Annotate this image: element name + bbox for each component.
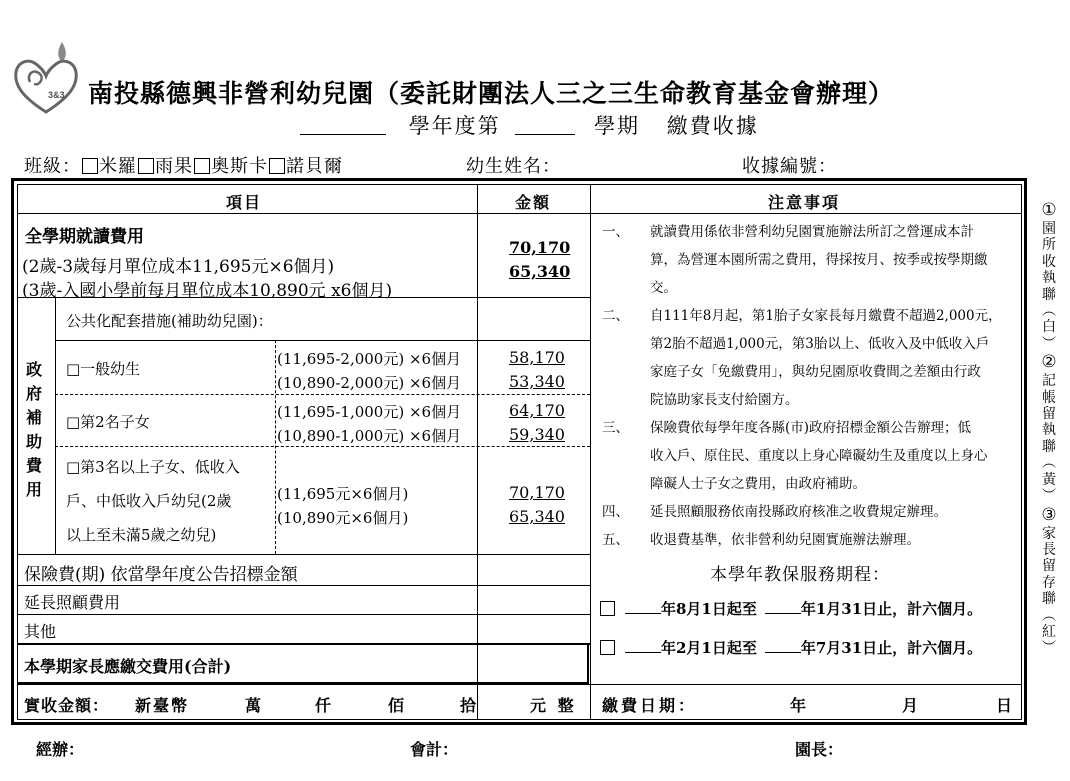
- currency-label: 新臺幣: [135, 696, 190, 715]
- period-1: 年8月1日起至 年1月31日止，計六個月。: [600, 598, 982, 619]
- subsidy-general-formula1: (11,695-2,000元) ×6個月: [277, 350, 462, 368]
- receipt-subtitle: [300, 110, 759, 140]
- pay-date-label: 繳費日期：: [602, 696, 698, 715]
- accounting-signature-label: 會計：: [410, 740, 459, 759]
- subsidy-second-child-formula2: (10,890-1,000元) ×6個月: [277, 427, 462, 445]
- subsidy-general-amount2: 53,340: [509, 372, 565, 391]
- insurance-row-label: 保險費(期) 依當學年度公告招標金額: [24, 565, 298, 585]
- class-option-3: 奧斯卡: [211, 156, 268, 177]
- class-selector: [24, 152, 343, 178]
- director-signature-label: 園長：: [795, 740, 844, 759]
- period-2: 年2月1日起至 年7月31日止，計六個月。: [600, 637, 982, 658]
- full-term-line2: (3歲-入國小學前每月單位成本10,890元 x6個月): [22, 281, 393, 301]
- period-1-year-start[interactable]: [625, 598, 661, 614]
- period-1-checkbox[interactable]: [600, 601, 615, 616]
- subsidy-third-child-label-3: 以上至未滿5歲之幼兒): [66, 526, 217, 544]
- subsidy-second-child-formula1: (11,695-1,000元) ×6個月: [277, 403, 462, 421]
- unit-yuan: 元 整: [530, 696, 574, 715]
- unit-bai: 佰: [388, 696, 405, 715]
- subsidy-general-amount1: 58,170: [509, 348, 565, 367]
- pay-date-day: 日: [996, 696, 1013, 715]
- unit-wan: 萬: [245, 696, 262, 715]
- full-term-line1: (2歲-3歲每月單位成本11,695元×6個月): [22, 257, 335, 277]
- notes-header: 注意事項: [768, 193, 841, 212]
- org-logo: [10, 38, 82, 118]
- student-name-label: 幼生姓名：: [466, 156, 561, 177]
- class-option-2: 雨果: [155, 156, 193, 177]
- subsidy-general-label[interactable]: □一般幼生: [66, 360, 141, 378]
- semester-blank[interactable]: [515, 113, 575, 135]
- copy-labels: ① 園 所 收 執 聯 ︵ 白 ︶ ② 記 帳 留 執 聯 ︵ 黃 ︶ ③ 家 長 留 存 聯 ︵ 紅 ︶: [1041, 200, 1057, 657]
- logo-text: 3&3: [48, 90, 65, 100]
- subsidy-third-child-label-1[interactable]: □第3名以上子女、低收入: [66, 458, 240, 476]
- full-term-amount2: 65,340: [509, 262, 571, 281]
- class-option-1: 米羅: [99, 156, 137, 177]
- subsidy-second-child-label[interactable]: □第2名子女: [66, 413, 150, 431]
- class-checkbox-2[interactable]: [138, 158, 154, 174]
- org-title: 南投縣德興非營利幼兒園（委託財團法人三之三生命教育基金會辦理）: [88, 79, 895, 108]
- unit-qian: 仟: [315, 696, 332, 715]
- semester-label: 學期: [594, 114, 641, 138]
- period-2-year-start[interactable]: [625, 637, 661, 653]
- unit-shi: 拾: [460, 696, 477, 715]
- schedule-title: 本學年教保服務期程：: [710, 565, 890, 585]
- subsidy-second-child-amount1: 64,170: [509, 401, 565, 420]
- period-2-checkbox[interactable]: [600, 640, 615, 655]
- handler-signature-label: 經辦：: [36, 740, 85, 759]
- col-amount-header: 金額: [515, 193, 552, 212]
- class-checkbox-1[interactable]: [82, 158, 98, 174]
- full-term-title: 全學期就讀費用: [25, 227, 144, 247]
- class-checkbox-4[interactable]: [269, 158, 285, 174]
- pay-date-year: 年: [790, 696, 807, 715]
- period-2-year-end[interactable]: [765, 637, 801, 653]
- received-amount-label: 實收金額：: [24, 696, 110, 715]
- extended-care-label: 延長照顧費用: [24, 593, 121, 612]
- class-label: 班級：: [24, 156, 81, 177]
- total-fee-label: 本學期家長應繳交費用(合計): [24, 657, 232, 676]
- period-1-year-end[interactable]: [765, 598, 801, 614]
- col-item-header: 項目: [226, 193, 263, 212]
- subsidy-third-child-formula1: (11,695元×6個月): [277, 485, 409, 503]
- pay-date-month: 月: [902, 696, 919, 715]
- receipt-type-label: 繳費收據: [666, 114, 759, 138]
- public-measure-label: 公共化配套措施(補助幼兒園)：: [66, 312, 273, 330]
- subsidy-third-child-amount1: 70,170: [509, 483, 565, 502]
- subsidy-third-child-formula2: (10,890元×6個月): [277, 509, 409, 527]
- gov-subsidy-label: 政 府 補 助 費 用: [26, 360, 43, 499]
- subsidy-general-formula2: (10,890-2,000元) ×6個月: [277, 374, 462, 392]
- school-year-blank[interactable]: [300, 113, 386, 135]
- other-fees-label: 其他: [24, 622, 57, 641]
- receipt-number-label: 收據編號：: [742, 156, 837, 177]
- subsidy-second-child-amount2: 59,340: [509, 425, 565, 444]
- class-option-4: 諾貝爾: [286, 156, 343, 177]
- subsidy-third-child-amount2: 65,340: [509, 507, 565, 526]
- school-year-label: 學年度第: [408, 114, 501, 138]
- class-checkbox-3[interactable]: [194, 158, 210, 174]
- full-term-amount1: 70,170: [509, 238, 571, 257]
- subsidy-third-child-label-2: 戶、中低收入戶幼兒(2歲: [66, 492, 232, 510]
